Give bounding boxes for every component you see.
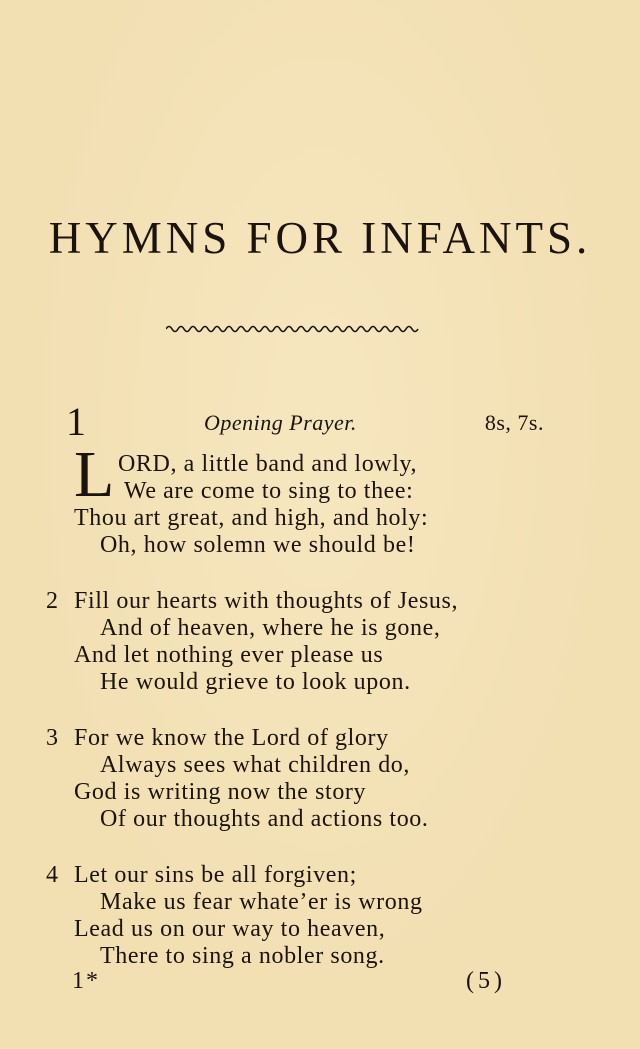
- verse-line: ORD, a little band and lowly,: [118, 451, 418, 477]
- verse-line: Let our sins be all forgiven;: [74, 862, 357, 888]
- verse-line: And of heaven, where he is gone,: [100, 615, 441, 641]
- verse-line: Lead us on our way to heaven,: [74, 916, 386, 942]
- verse-line: He would grieve to look upon.: [100, 669, 411, 695]
- verse-line: Make us fear whate’er is wrong: [100, 889, 423, 915]
- verse-line: And let nothing ever please us: [74, 642, 384, 668]
- signature-mark: 1*: [72, 968, 100, 994]
- hymn-meter: 8s, 7s.: [484, 410, 544, 435]
- page-number: (5): [466, 968, 506, 994]
- hymn-number: 1: [66, 399, 86, 444]
- page-title: HYMNS FOR INFANTS.: [48, 213, 592, 263]
- verse-number: 4: [46, 862, 58, 888]
- verse-line: Oh, how solemn we should be!: [100, 532, 416, 558]
- verse-line: God is writing now the story: [74, 779, 367, 805]
- verse-line: We are come to sing to thee:: [124, 478, 414, 504]
- verse-number: 3: [46, 725, 58, 751]
- verse-line: Fill our hearts with thoughts of Jesus,: [74, 588, 459, 614]
- verse-line: Of our thoughts and actions too.: [100, 806, 429, 832]
- verse-line: For we know the Lord of glory: [74, 725, 389, 751]
- hymn-title: Opening Prayer.: [204, 410, 357, 435]
- verse-number: 2: [46, 588, 58, 614]
- verse-line: Thou art great, and high, and holy:: [74, 505, 429, 531]
- verse-line: There to sing a nobler song.: [100, 943, 385, 969]
- wavy-divider: [166, 322, 420, 336]
- drop-cap: L: [74, 438, 115, 511]
- verse-line: Always sees what children do,: [100, 752, 410, 778]
